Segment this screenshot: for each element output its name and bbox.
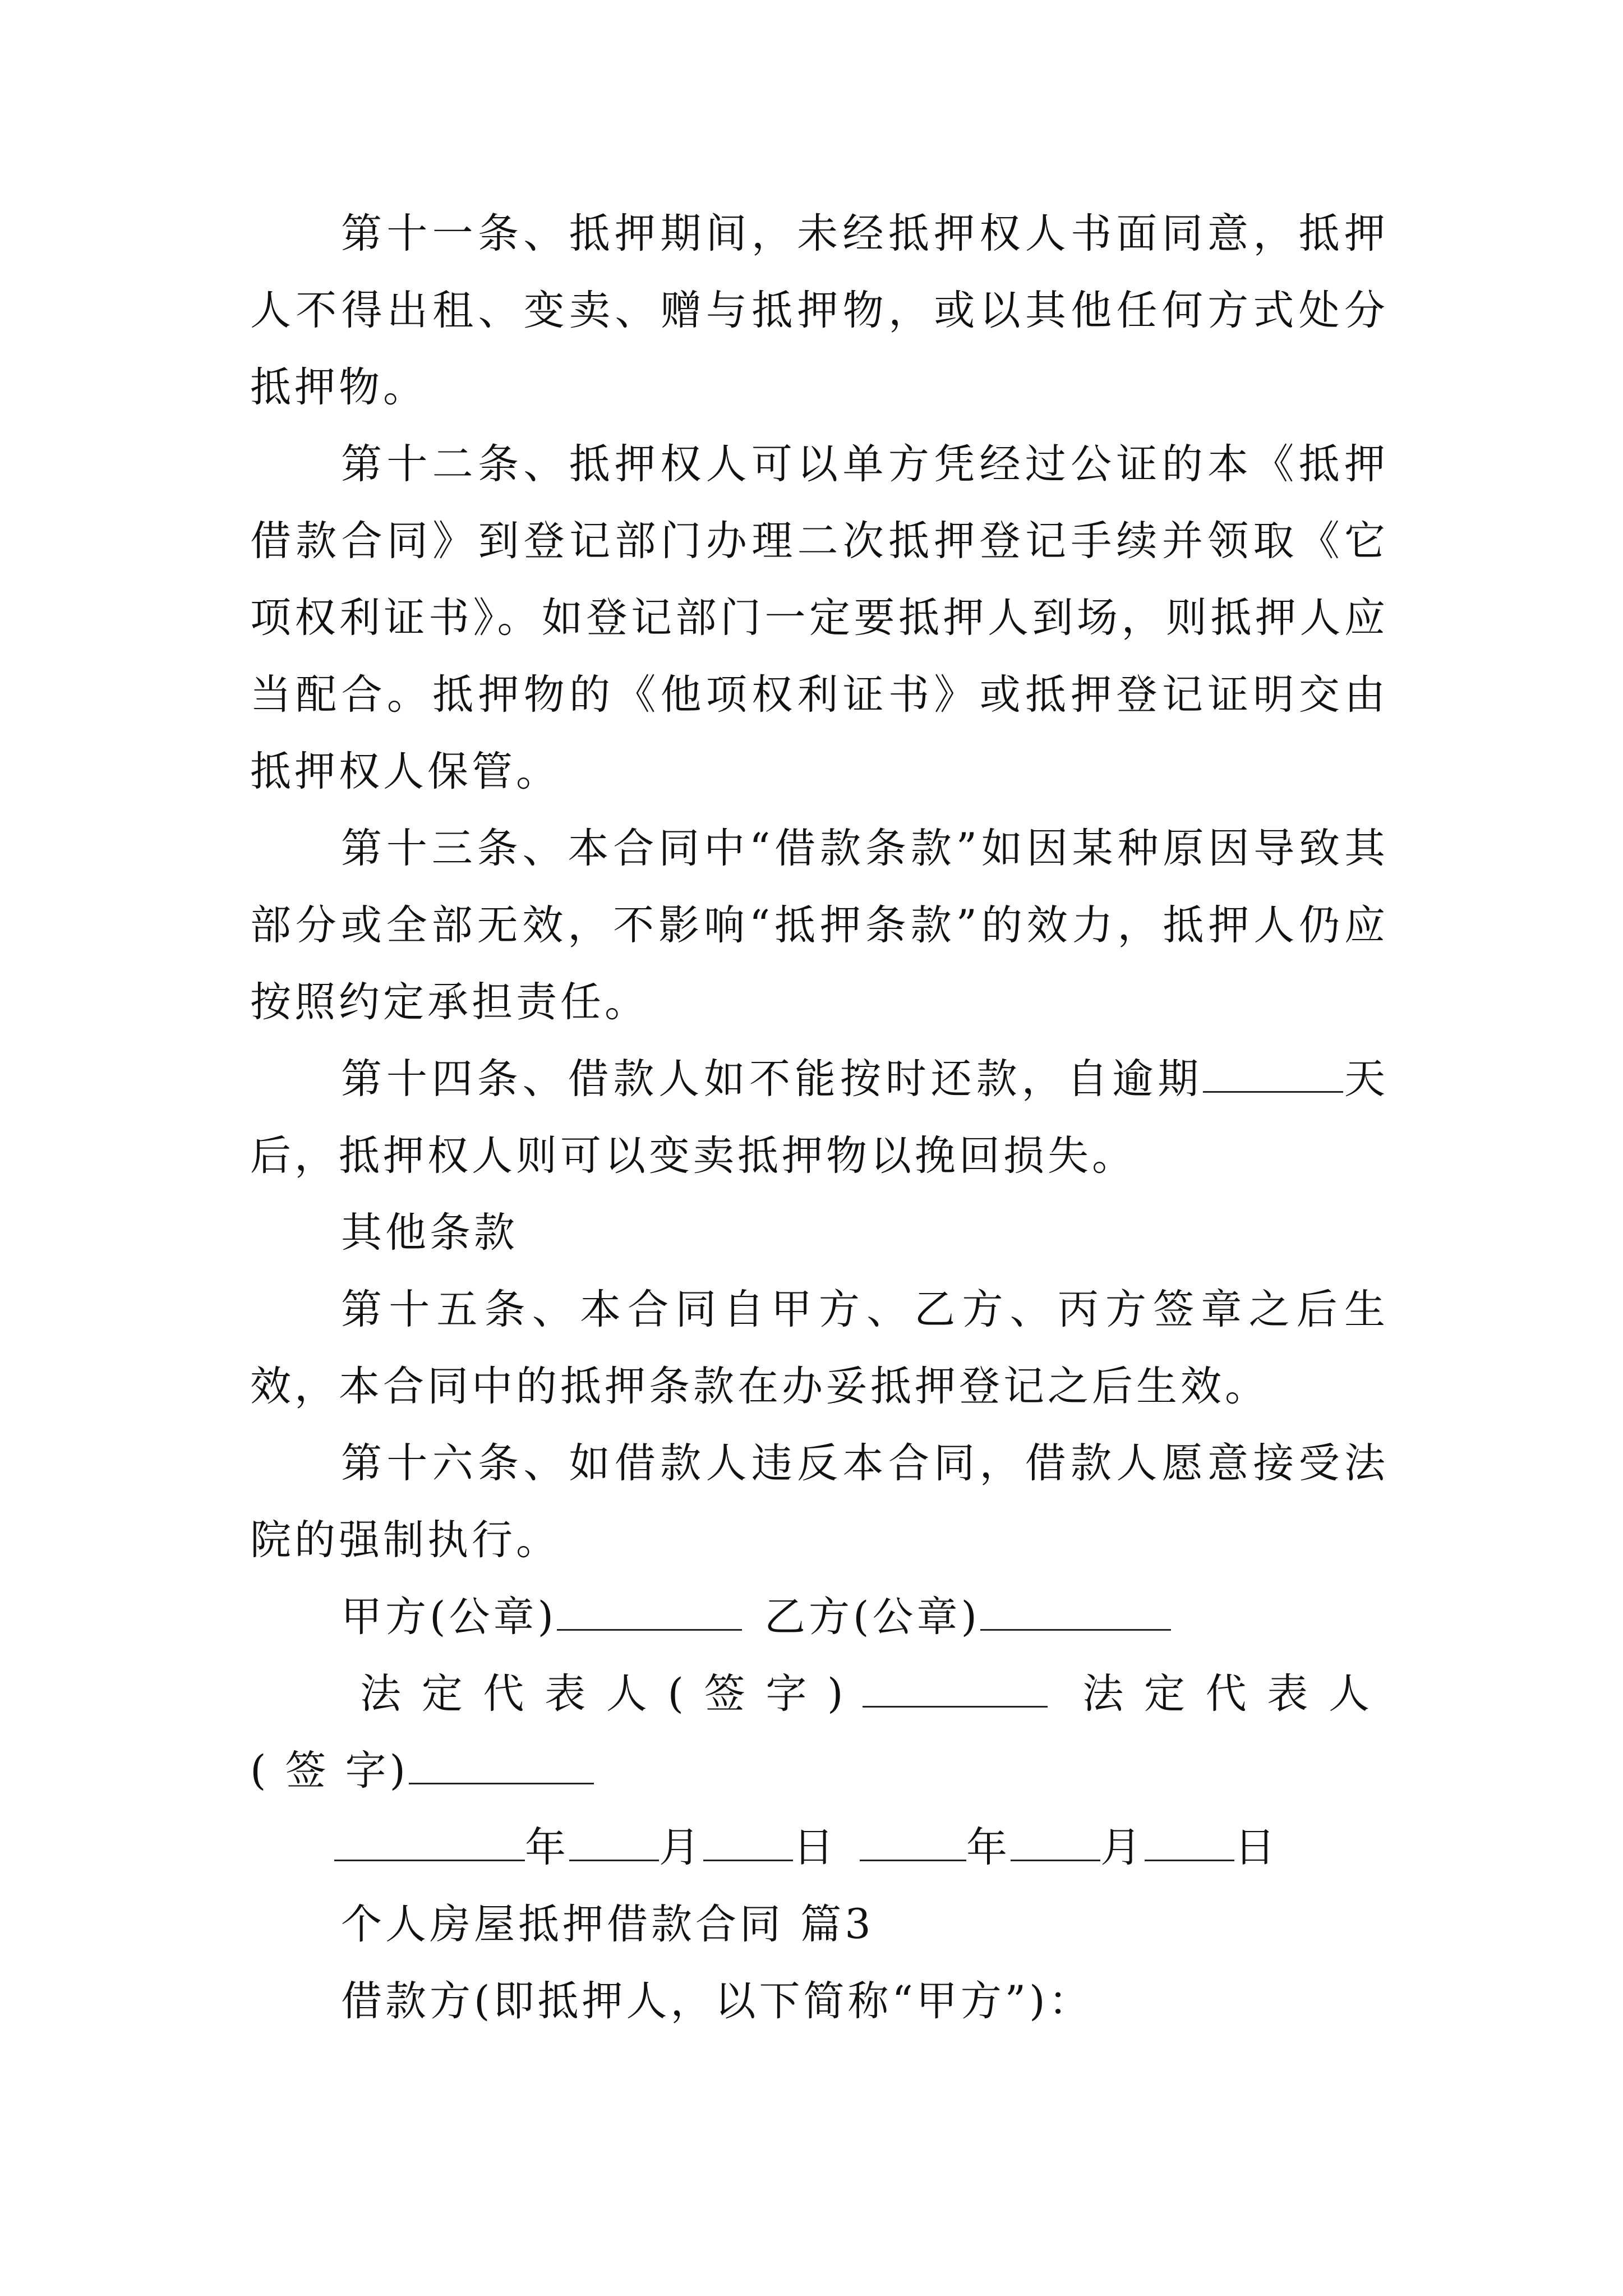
other-terms-heading: 其他条款 bbox=[341, 1209, 518, 1257]
section-title: 个人房屋抵押借款合同 篇3 bbox=[341, 1901, 874, 1948]
borrower-line: 借款方(即抵押人，以下简称“甲方”)： bbox=[341, 1977, 1093, 2025]
date-b-month-blank bbox=[1011, 1825, 1100, 1861]
legal-rep-b-label-cont: 字) bbox=[345, 1747, 409, 1795]
legal-rep-a-label: 法定代表人(签字) bbox=[360, 1670, 863, 1718]
legal-rep-line bbox=[250, 1655, 1389, 1809]
date-a-day-blank bbox=[703, 1825, 793, 1861]
legal-rep-b-blank bbox=[409, 1748, 594, 1784]
seal-line bbox=[250, 1579, 1389, 1655]
article-14-text-start: 第十四条、借款人如不能按时还款，自逾期 bbox=[341, 1055, 1204, 1103]
date-b-year-blank bbox=[860, 1825, 966, 1861]
party-a-seal-label: 甲方(公章) bbox=[341, 1593, 557, 1641]
overdue-days-blank bbox=[1203, 1056, 1343, 1093]
date-a-month-label: 月 bbox=[659, 1824, 703, 1871]
article-16: 第十六条、如借款人违反本合同，借款人愿意接受法院的强制执行。 bbox=[250, 1439, 1389, 1564]
date-a-day-label: 日 bbox=[793, 1824, 837, 1871]
date-b-year-label: 年 bbox=[966, 1824, 1011, 1871]
date-a-year-label: 年 bbox=[525, 1824, 569, 1871]
article-15: 第十五条、本合同自甲方、乙方、丙方签章之后生效，本合同中的抵押条款在办妥抵押登记之后生效。 bbox=[250, 1286, 1389, 1410]
article-12: 第十二条、抵押权人可以单方凭经过公证的本《抵押借款合同》到登记部门办理二次抵押登记手续并领取《它项权利证书》。如登记部门一定要抵押人到场，则抵押人应当配合。抵押物的《他项权利证书》或抵押登记证明交由抵押权人保管。 bbox=[250, 440, 1389, 795]
article-13: 第十三条、本合同中“借款条款”如因某种原因导致其部分或全部无效，不影响“抵押条款”的效力，抵押人仍应按照约定承担责任。 bbox=[250, 825, 1389, 1026]
date-b-day-blank bbox=[1145, 1825, 1234, 1861]
legal-rep-a-blank bbox=[863, 1671, 1048, 1708]
date-a-month-blank bbox=[569, 1825, 659, 1861]
party-b-seal-blank bbox=[980, 1594, 1171, 1631]
legal-rep-b-label: 法定代表人(签 bbox=[250, 1670, 1389, 1795]
party-a-seal-blank bbox=[557, 1594, 742, 1631]
date-b-day-label: 日 bbox=[1234, 1824, 1279, 1871]
document-body bbox=[250, 195, 1389, 2040]
article-11: 第十一条、抵押期间，未经抵押权人书面同意，抵押人不得出租、变卖、赠与抵押物，或以其他任何方式处分抵押物。 bbox=[250, 210, 1389, 411]
date-b-month-label: 月 bbox=[1100, 1824, 1145, 1871]
article-14-text-end: 天后，抵押权人则可以变卖抵押物以挽回损失。 bbox=[250, 1055, 1389, 1180]
date-a-year-blank bbox=[334, 1825, 525, 1861]
article-14 bbox=[250, 1041, 1389, 1194]
party-b-seal-label: 乙方(公章) bbox=[764, 1593, 980, 1641]
date-line bbox=[250, 1809, 1389, 1886]
